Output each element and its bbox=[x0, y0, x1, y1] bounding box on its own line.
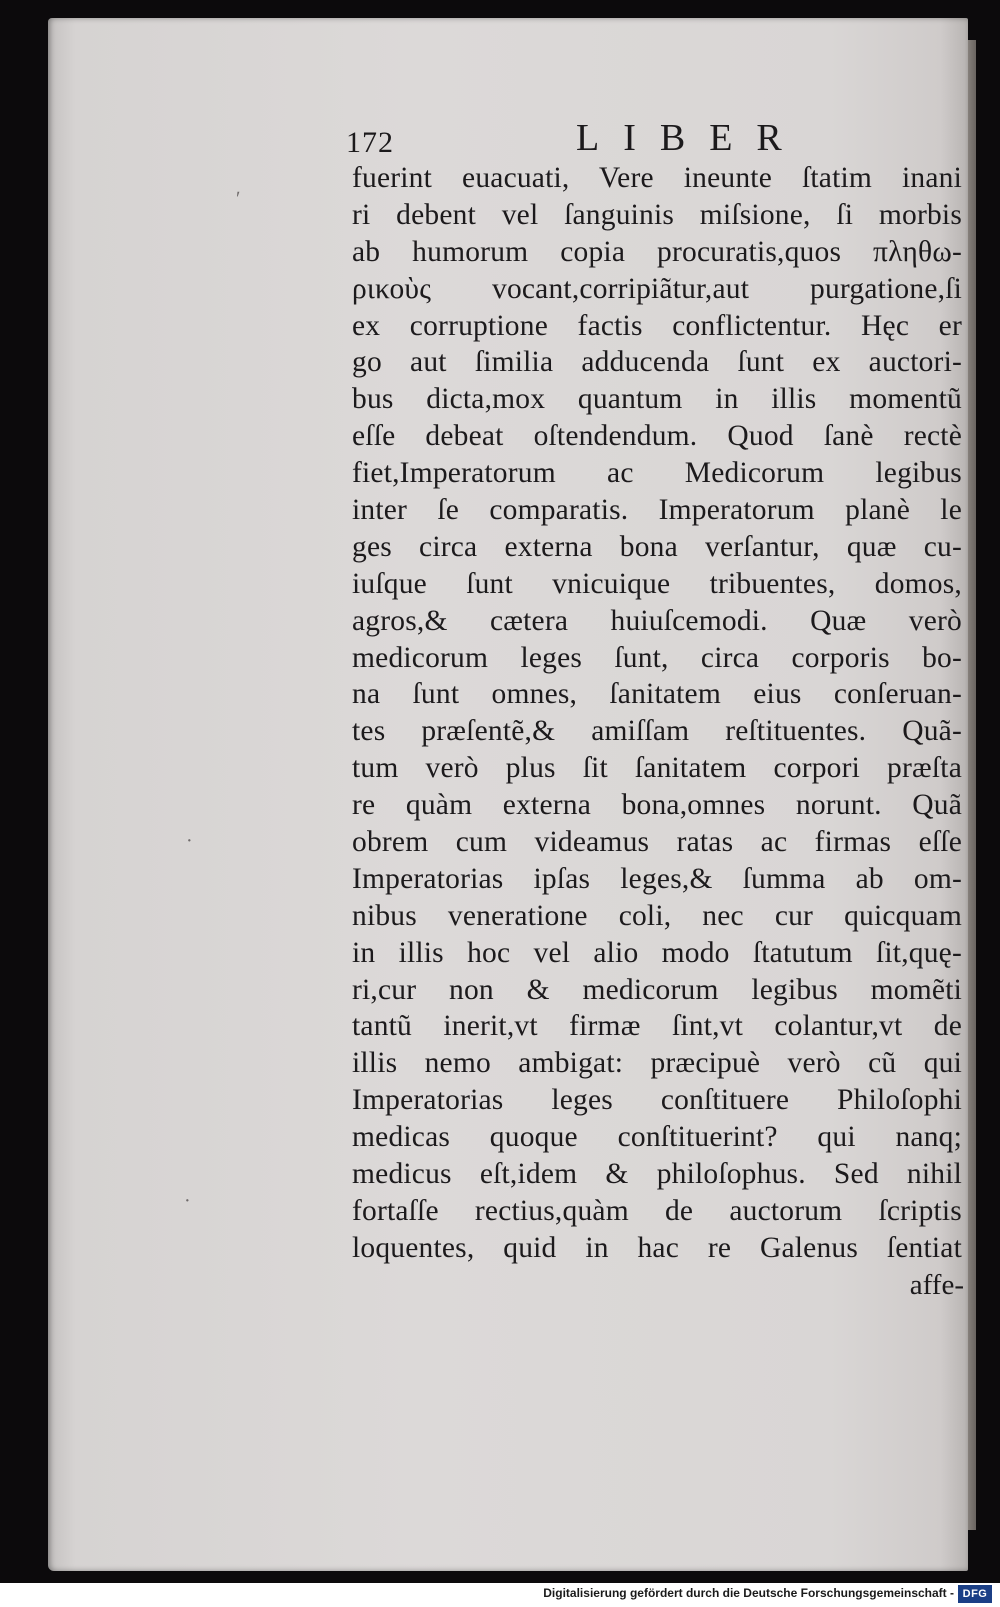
text-line: re quàm externa bona,omnes norunt. Quã bbox=[352, 789, 962, 822]
text-lines bbox=[352, 160, 966, 1267]
text-line: medicorum leges ſunt, circa corporis bo- bbox=[352, 641, 962, 674]
text-line: ρικοὺς vocant,corripiãtur,aut purgatione,ſi bbox=[352, 272, 962, 305]
catchword: affe- bbox=[909, 1268, 964, 1301]
text-line: iuſque ſunt vnicuique tribuentes, domos, bbox=[352, 567, 962, 600]
running-title: LIBER bbox=[576, 117, 806, 159]
ink-speck: ʹ bbox=[236, 188, 241, 210]
text-line: Imperatorias ipſas leges,& ſumma ab om- bbox=[352, 862, 962, 895]
text-line: tes præſentẽ,& amiſſam reſtituentes. Quã- bbox=[352, 715, 962, 748]
text-line: ex corruptione factis conflictentur. Hęc er bbox=[352, 309, 962, 342]
text-line: agros,& cætera huiuſcemodi. Quæ verò bbox=[352, 604, 962, 637]
page-number: 172 bbox=[346, 126, 394, 159]
text-line: fuerint euacuati, Vere ineunte ſtatim inani bbox=[352, 162, 962, 194]
text-line: fiet,Imperatorum ac Medicorum legibus bbox=[352, 457, 962, 490]
dfg-logo: DFG bbox=[958, 1585, 992, 1603]
running-head bbox=[346, 112, 966, 160]
text-line: inter ſe comparatis. Imperatorum planè le bbox=[352, 494, 962, 527]
ink-speck: · bbox=[184, 1190, 191, 1212]
funding-credit: Digitalisierung gefördert durch die Deutsche Forschungsgemeinschaft - bbox=[543, 1586, 954, 1600]
text-line: ges circa externa bona verſantur, quæ cu- bbox=[352, 530, 962, 563]
text-line: tum verò plus ſit ſanitatem corpori præſta bbox=[352, 752, 962, 785]
text-line: medicas quoque conſtituerint? qui nanq; bbox=[352, 1121, 962, 1154]
text-line: medicus eſt,idem & philoſophus. Sed nihil bbox=[352, 1158, 962, 1191]
text-line: in illis hoc vel alio modo ſtatutum ſit,quę- bbox=[352, 936, 962, 969]
text-line: Imperatorias leges conſtituere Philoſophi bbox=[352, 1084, 962, 1117]
text-line: ri debent vel ſanguinis miſsione, ſi morbis bbox=[352, 198, 962, 231]
text-line: tantũ inerit,vt firmæ ſint,vt colantur,vt de bbox=[352, 1010, 962, 1043]
text-line: loquentes, quid in hac re Galenus ſentiat bbox=[352, 1231, 962, 1264]
footer bbox=[0, 1583, 1000, 1607]
text-line: ri,cur non & medicorum legibus momẽti bbox=[352, 973, 962, 1006]
text-line: eſſe debeat oſtendendum. Quod ſanè rectè bbox=[352, 420, 962, 453]
text-line: go aut ſimilia adducenda ſunt ex auctori- bbox=[352, 346, 962, 379]
text-line: bus dicta,mox quantum in illis momentũ bbox=[352, 383, 962, 416]
text-line: nibus veneratione coli, nec cur quicquam bbox=[352, 899, 962, 932]
ink-speck: · bbox=[186, 830, 193, 852]
text-line: ab humorum copia procuratis,quos πληθω- bbox=[352, 235, 962, 268]
text-line: obrem cum videamus ratas ac firmas eſſe bbox=[352, 826, 962, 859]
text-line: fortaſſe rectius,quàm de auctorum ſcriptis bbox=[352, 1194, 962, 1227]
text-line: illis nemo ambigat: præcipuè verò cũ qui bbox=[352, 1047, 962, 1080]
page-text bbox=[346, 112, 966, 1303]
text-line: na ſunt omnes, ſanitatem eius conſeruan- bbox=[352, 678, 962, 711]
